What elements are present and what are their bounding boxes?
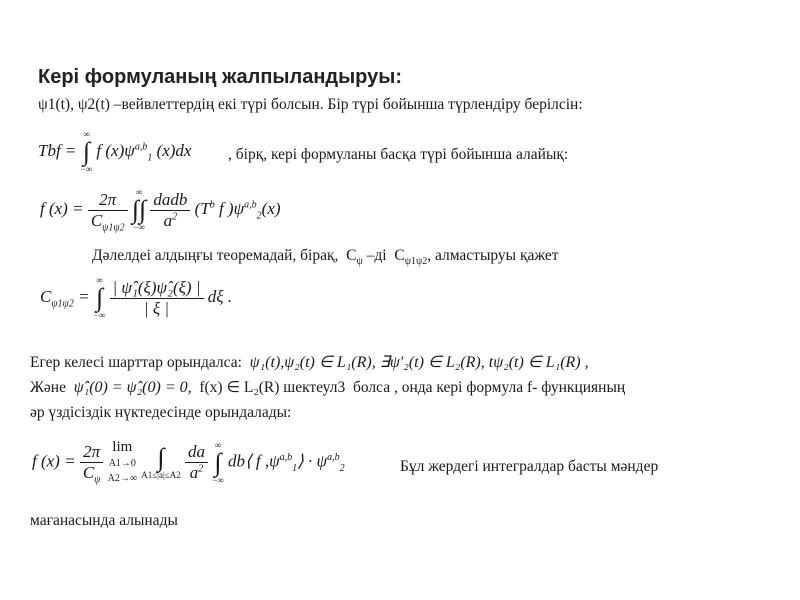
tbf-integral-limits: ∞ ∫ −∞ bbox=[80, 129, 93, 174]
lim-operator: lim A1→0 A2→∞ bbox=[107, 439, 137, 484]
tbf-dx: (x)dx bbox=[156, 140, 192, 160]
last-line: мағанасында алынады bbox=[30, 512, 178, 529]
reconstruction-formula: f (x) = $\frac{2\pi}{C_{\psi 1\psi 2}}$ ∞ ∫∫ −∞ $\frac{\text{dadb}}{a^2}$ ($T^b$ f )$\psi^{a,b}_2(x)$ bbox=[40, 187, 281, 233]
two-pi-fraction: $\frac{2\pi}{C_{\psi 1\psi 2}}$ bbox=[88, 190, 128, 231]
dadb-fraction: $\frac{\text{dadb}}{a^2}$ bbox=[150, 190, 190, 231]
limit-formula: f (x) = $\frac{2\pi}{C_\psi}$ lim A1→0 A2→∞ ∫ A1≤|a|≤A2 $\frac{da}{a^2}$ ∞ ∫ −∞ db⟨ f $,\psi^{a,b}_1⟩ \cdot \psi^{a,b}_2$ bbox=[32, 439, 345, 486]
paren-term: (T bbox=[194, 198, 210, 218]
intro-line: ψ1(t), ψ2(t) –вейвлеттердің екі түрі болсын. Бір түрі бойынша түрлендіру берілсін: bbox=[38, 96, 583, 113]
and-line: Және ψ̂₁(0) = ψ̂₂(0) = 0, f(x) ∈ L₂(R) шектеул3 болса , онда кері формула f- функцияның bbox=[30, 379, 626, 396]
theorem-line: Дәлелдеі алдыңғы теоремадай, бірақ, $C_\psi$ –ді $C_{\psi 1\psi 2}$, алмастыруы қажет bbox=[92, 247, 559, 268]
double-integral: ∞ ∫∫ −∞ bbox=[131, 187, 147, 232]
c-def-integral: ∞ ∫ −∞ bbox=[93, 275, 106, 320]
da-fraction: $\frac{da}{a^2}$ bbox=[185, 442, 208, 483]
conditions-line: Егер келесі шарттар орындалса: ψ₁(t),ψ₂(t) ∈ L₁(R), ∃ψ′₂(t) ∈ L₂(R), tψ₂(t) ∈ L₁(R) , bbox=[30, 354, 589, 371]
slide-title: Кері формуланың жалпыландыруы: bbox=[38, 66, 402, 88]
tbf-lhs: Tbf = bbox=[38, 140, 77, 160]
c-def-fraction: $\frac{\text{| ψ̂₁(ξ)ψ̂₂(ξ) |}}{| \xi |}$ bbox=[110, 278, 204, 319]
f-lhs: f (x) = bbox=[40, 198, 84, 218]
tbf-integrand: f (x)ψ bbox=[96, 140, 135, 160]
lim-inner-integral: ∞ ∫ −∞ bbox=[212, 439, 224, 485]
c-definition: $C_{\psi 1\psi 2}$ = ∞ ∫ −∞ $\frac{\text{| ψ̂₁(ξ)ψ̂₂(ξ) |}}{| \xi |}$ dξ . bbox=[40, 275, 233, 320]
tbf-after-text: , бірқ, кері формуланы басқа түрі бойынша алайық: bbox=[228, 146, 569, 163]
tbf-formula: Tbf = ∞ ∫ −∞ f $(x)\psi^{a,b}_1$ (x)dx bbox=[38, 129, 192, 174]
lim-fraction: $\frac{2\pi}{C_\psi}$ bbox=[80, 442, 104, 483]
lim-integral: ∫ A1≤|a|≤A2 bbox=[141, 443, 181, 480]
points-line: әр үздісіздік нүктедесінде орындалады: bbox=[30, 404, 292, 421]
integrals-note: Бұл жердегі интегралдар басты мәндер bbox=[400, 458, 659, 475]
